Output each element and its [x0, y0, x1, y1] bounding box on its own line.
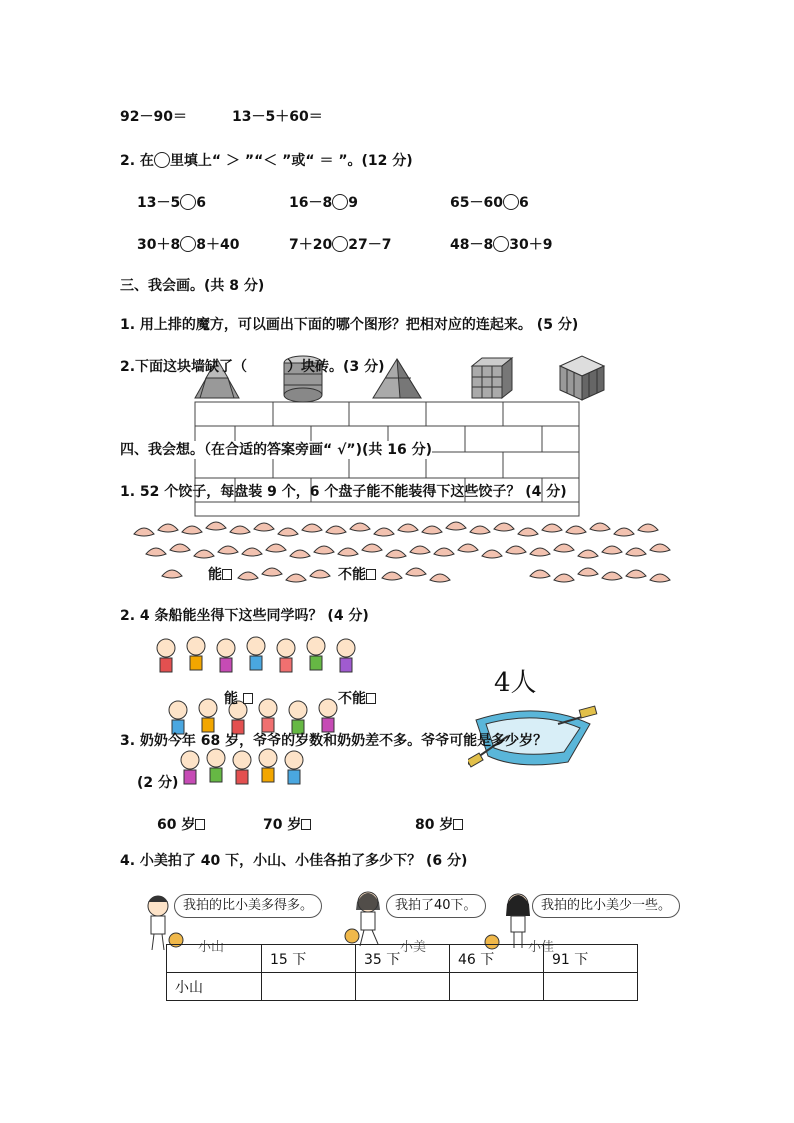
- q3-option-70[interactable]: 70 岁: [263, 816, 311, 834]
- section4-q2: 2. 4 条船能坐得下这些同学吗？ (4 分): [120, 608, 369, 624]
- name-xiaojia: 小佳: [528, 940, 555, 955]
- speech-bubble-xiaoshan: 我拍的比小美多得多。: [174, 894, 322, 918]
- checkbox[interactable]: [453, 819, 463, 830]
- section3-q2-suffix: ）块砖。(3 分): [287, 359, 385, 375]
- calc-92-90: 92－90＝: [120, 109, 187, 125]
- q2-yes-option[interactable]: 能: [224, 690, 253, 708]
- table-row-label: 小山: [167, 973, 262, 1001]
- compare-circle[interactable]: [180, 236, 196, 252]
- checkbox[interactable]: [366, 693, 376, 704]
- compare-circle[interactable]: [493, 236, 509, 252]
- compare-item: 30＋8 8＋40: [137, 237, 240, 253]
- table-cell: 15 下: [262, 945, 356, 973]
- q2-no-option[interactable]: 不能: [338, 690, 376, 708]
- compare-circle[interactable]: [332, 194, 348, 210]
- name-xiaoshan: 小山: [198, 940, 225, 955]
- answer-cell[interactable]: [450, 973, 544, 1001]
- q2-title-prefix: 2. 在: [120, 153, 154, 169]
- checkbox[interactable]: [366, 569, 376, 580]
- answer-table: [166, 944, 638, 1001]
- checkbox[interactable]: [301, 819, 311, 830]
- q3-option-60[interactable]: 60 岁: [157, 816, 205, 834]
- q3-option-80[interactable]: 80 岁: [415, 816, 463, 834]
- name-xiaomei: 小美: [400, 940, 427, 955]
- section4-q4: 4. 小美拍了 40 下，小山、小佳各拍了多少下？ (6 分): [120, 853, 468, 869]
- section4-q3: 3. 奶奶今年 68 岁，爷爷的岁数和奶奶差不多。爷爷可能是多少岁？: [120, 733, 548, 749]
- table-cell: [167, 945, 262, 973]
- children-figure: [152, 636, 362, 796]
- section4-q1: 1. 52 个饺子，每盘装 9 个，6 个盘子能不能装得下这些饺子？ (4 分): [120, 484, 567, 500]
- section3-q2-prefix: 2.下面这块墙缺了（: [120, 359, 248, 375]
- compare-item: 16－8 9: [289, 195, 358, 211]
- table-cell: 91 下: [544, 945, 638, 973]
- table-cell: 46 下: [450, 945, 544, 973]
- speech-bubble-xiaomei: 我拍了40下。: [386, 894, 486, 918]
- ball-icon: [344, 928, 360, 944]
- section3-q2: [120, 358, 384, 376]
- circle-blank-icon: [154, 152, 170, 168]
- section4-q3-score: (2 分): [137, 775, 179, 791]
- compare-item: 48－8 30＋9: [450, 237, 553, 253]
- answer-cell[interactable]: [356, 973, 450, 1001]
- q1-yes-option[interactable]: 能: [208, 566, 232, 584]
- section3-q1: 1. 用上排的魔方，可以画出下面的哪个图形？把相对应的连起来。 (5 分): [120, 317, 579, 333]
- answer-cell[interactable]: [544, 973, 638, 1001]
- section4-title: 四、我会想。（在合适的答案旁画“ √”)(共 16 分): [120, 442, 433, 458]
- compare-circle[interactable]: [503, 194, 519, 210]
- table-header-row: [167, 945, 638, 973]
- table-cell: 35 下: [356, 945, 450, 973]
- compare-item: 7＋20 27－7: [289, 237, 392, 253]
- table-row: [167, 973, 638, 1001]
- compare-item: 65－60 6: [450, 195, 529, 211]
- checkbox[interactable]: [222, 569, 232, 580]
- answer-cell[interactable]: [262, 973, 356, 1001]
- checkbox[interactable]: [195, 819, 205, 830]
- compare-circle[interactable]: [180, 194, 196, 210]
- compare-circle[interactable]: [332, 236, 348, 252]
- boat-capacity-label: 4人: [494, 668, 537, 698]
- section3-title: 三、我会画。(共 8 分): [120, 278, 265, 294]
- speech-bubble-xiaojia: 我拍的比小美少一些。: [532, 894, 680, 918]
- calc-13-5-60: 13－5＋60＝: [232, 109, 323, 125]
- dumplings-figure: [132, 518, 672, 598]
- checkbox[interactable]: [243, 693, 253, 704]
- rubik-cube-icon: [468, 356, 516, 402]
- cube-icon: [556, 352, 608, 404]
- q2-title-rest: 里填上“ ＞ ”“＜ ”或“ ＝ ”。(12 分): [169, 153, 413, 169]
- compare-item: 13－5 6: [137, 195, 206, 211]
- q1-no-option[interactable]: 不能: [338, 566, 376, 584]
- q2-title: [120, 152, 413, 170]
